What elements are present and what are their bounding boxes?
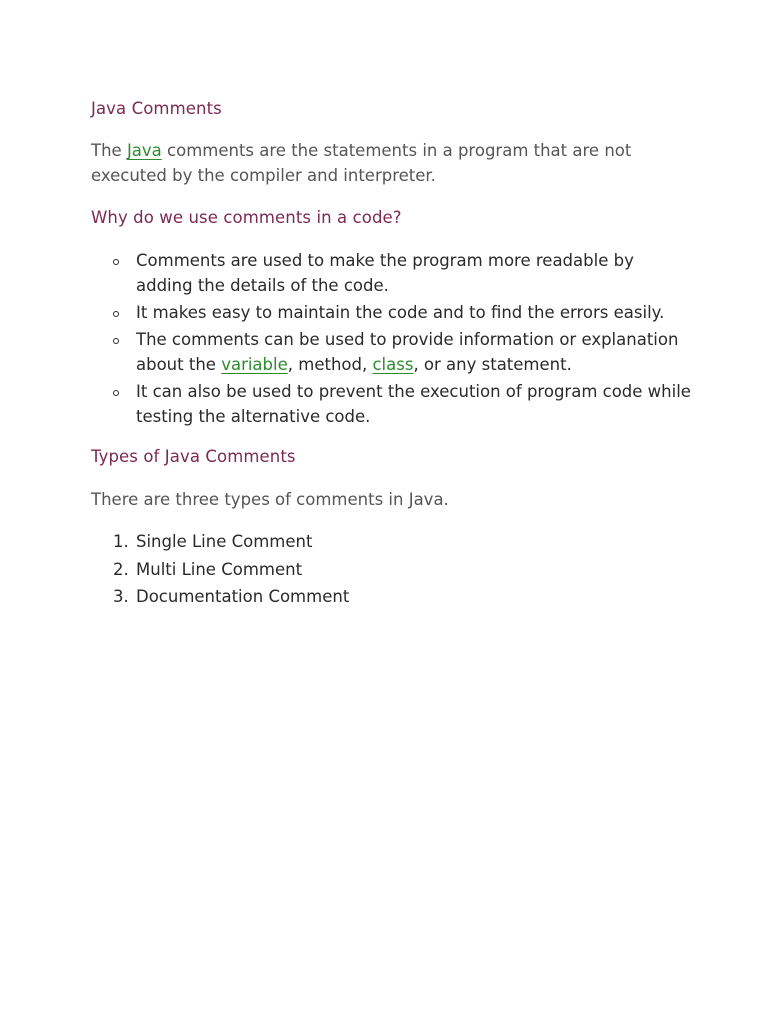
variable-link[interactable]: variable [221, 355, 288, 374]
list-item [91, 248, 691, 298]
type-label: Documentation Comment [136, 587, 350, 606]
type-label: Single Line Comment [136, 532, 313, 551]
list-item [91, 300, 691, 325]
types-list [91, 529, 691, 609]
why-heading: Why do we use comments in a code? [91, 208, 402, 227]
circle-bullet-icon [113, 259, 119, 265]
reason-text-part2: , method, [287, 355, 373, 374]
list-number: 2. [113, 559, 129, 579]
intro-after-text: comments are the statements in a program that are not executed by the compiler and interpreter. [91, 141, 632, 185]
list-number: 3. [113, 587, 129, 606]
page-title: Java Comments [91, 99, 222, 118]
list-item [91, 529, 691, 554]
intro-before-text: The [91, 141, 127, 160]
types-intro-paragraph: There are three types of comments in Java. [91, 490, 449, 509]
circle-bullet-icon [113, 311, 119, 317]
list-item [91, 379, 691, 429]
reason-text-part1: The comments can be used to provide information or explanation about the [136, 330, 679, 374]
circle-bullet-icon [113, 338, 119, 344]
type-label: Multi Line Comment [136, 559, 303, 579]
circle-bullet-icon [113, 390, 119, 396]
list-number: 1. [113, 532, 129, 551]
reason-text: It can also be used to prevent the execution of program code while testing the alternative code. [136, 382, 691, 426]
list-item [91, 584, 691, 609]
list-item [91, 327, 691, 377]
document-page [91, 96, 691, 612]
reason-text: Comments are used to make the program more readable by adding the details of the code. [136, 251, 634, 295]
reasons-list [91, 248, 691, 429]
reason-text: It makes easy to maintain the code and to find the errors easily. [136, 303, 665, 322]
list-item [91, 557, 691, 582]
reason-text-part3: , or any statement. [413, 355, 572, 374]
java-link[interactable]: Java [126, 141, 162, 160]
intro-paragraph [91, 138, 691, 188]
types-heading: Types of Java Comments [91, 447, 296, 466]
class-link[interactable]: class [372, 355, 414, 374]
